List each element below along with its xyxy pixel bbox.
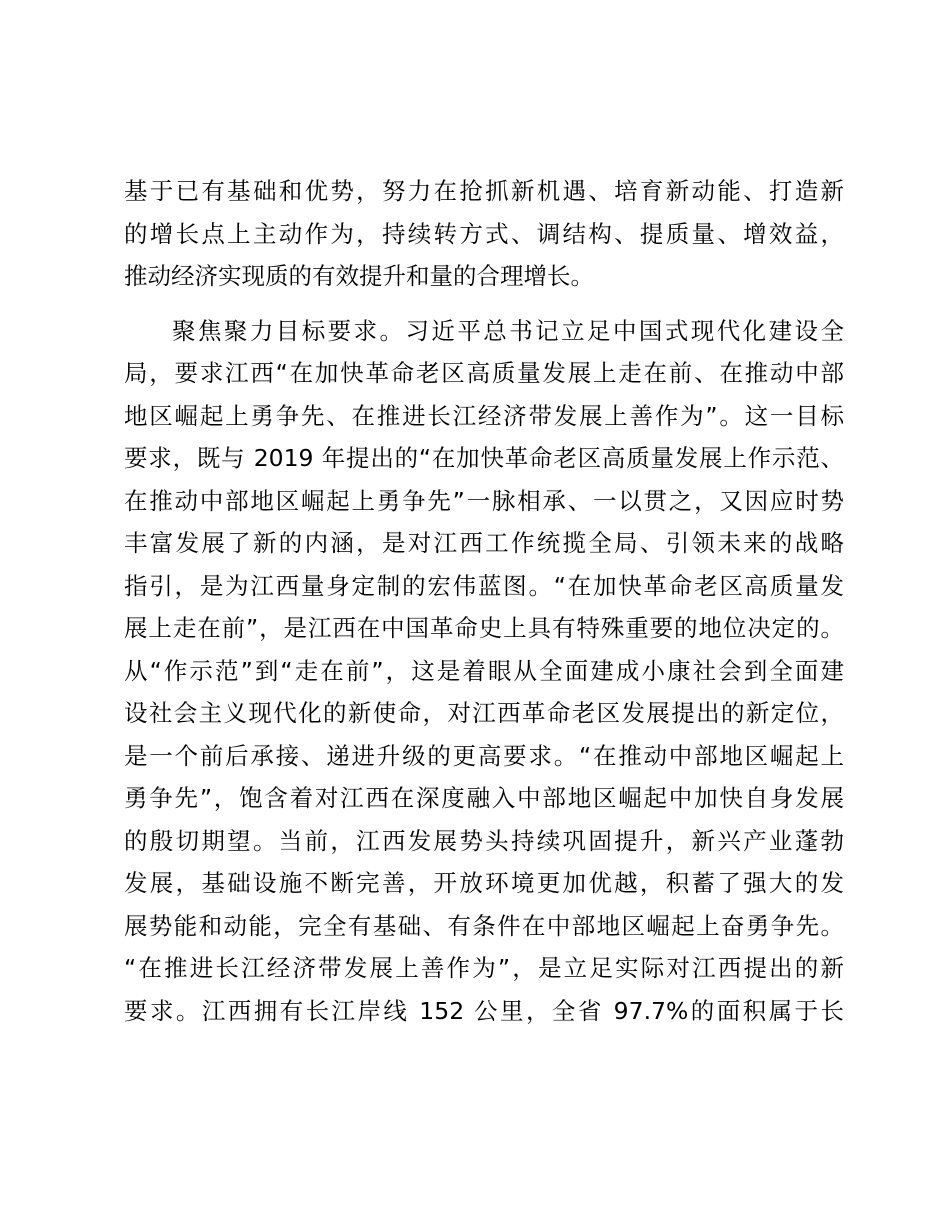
text-line: 基于已有基础和优势，努力在抢抓新机遇、培育新动能、打造新 xyxy=(124,177,844,205)
paragraph-1 xyxy=(124,170,844,298)
text-line: 指引，是为江西量身定制的宏伟蓝图。“在加快革命老区高质量发 xyxy=(124,571,844,600)
text-line: 勇争先”，饱含着对江西在深度融入中部地区崛起中加快自身发展 xyxy=(124,784,844,812)
text-line: 地区崛起上勇争先、在推进长江经济带发展上善作为”。这一目标 xyxy=(124,401,844,430)
text-line: 聚焦聚力目标要求。习近平总书记立足中国式现代化建设全 xyxy=(172,316,844,345)
text-line: “在推进长江经济带发展上善作为”，是立足实际对江西提出的新 xyxy=(124,954,844,982)
paragraph-spacer xyxy=(124,298,844,310)
text-line: 要求。江西拥有长江岸线 152 公里，全省 97.7%的面积属于长 xyxy=(124,996,844,1025)
text-line: 的增长点上主动作为，持续转方式、调结构、提质量、增效益， xyxy=(124,219,844,248)
text-line: 设社会主义现代化的新使命，对江西革命老区发展提出的新定位， xyxy=(124,699,844,727)
text-line: 要求，既与 2019 年提出的“在加快革命老区高质量发展上作示范、 xyxy=(124,444,844,472)
text-line: 的殷切期望。当前，江西发展势头持续巩固提升，新兴产业蓬勃 xyxy=(124,826,844,855)
text-line: 是一个前后承接、递进升级的更高要求。“在推动中部地区崛起上 xyxy=(124,741,844,770)
text-line: 展势能和动能，完全有基础、有条件在中部地区崛起上奋勇争先。 xyxy=(124,911,844,940)
text-line: 展上走在前”，是江西在中国革命史上具有特殊重要的地位决定的。 xyxy=(124,614,844,642)
text-line: 从“作示范”到“走在前”，这是着眼从全面建成小康社会到全面建 xyxy=(124,656,844,685)
text-line: 推动经济实现质的有效提升和量的合理增长。 xyxy=(124,262,594,290)
body-text xyxy=(124,170,844,1032)
text-line: 在推动中部地区崛起上勇争先”一脉相承、一以贯之，又因应时势 xyxy=(124,486,844,515)
text-line: 发展，基础设施不断完善，开放环境更加优越，积蓄了强大的发 xyxy=(124,869,844,897)
text-line: 丰富发展了新的内涵，是对江西工作统揽全局、引领未来的战略 xyxy=(124,529,844,557)
paragraph-2 xyxy=(124,310,844,1033)
text-line: 局，要求江西“在加快革命老区高质量发展上走在前、在推动中部 xyxy=(124,359,844,387)
